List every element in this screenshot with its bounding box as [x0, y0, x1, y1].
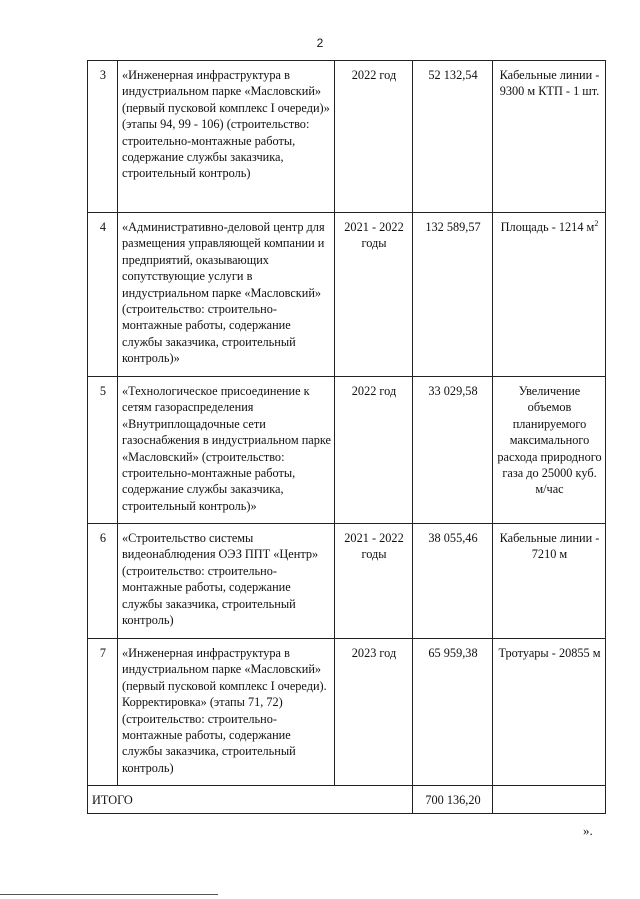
row-description: «Инженерная инфраструктура в индустриальном парке «Масловский» (первый пусковой комплекс I очереди). Корректировка» (этапы 71, 72) (строительство: строительно-монтажные работы, содержание службы заказчика, строительный контроль) — [118, 639, 335, 786]
row-number: 5 — [88, 377, 118, 524]
row-description: «Технологическое присоединение к сетям газораспределения «Внутриплощадочные сети газоснабжения в индустриальном парке «Масловский» (строительство: строительно-монтажные работы, содержание службы заказчика, строительный контроль)» — [118, 377, 335, 524]
table-row — [88, 639, 606, 786]
row-result-text: Увеличение объемов планируемого максимального расхода природного газа до 25000 куб. м/час — [497, 384, 602, 497]
row-result — [493, 639, 606, 786]
footer-divider — [0, 894, 218, 895]
row-year: 2021 - 2022 годы — [335, 213, 413, 377]
table-row — [88, 524, 606, 639]
row-number: 3 — [88, 61, 118, 213]
table-row — [88, 377, 606, 524]
row-result — [493, 377, 606, 524]
row-result-text: Площадь - 1214 м — [500, 220, 595, 234]
row-result — [493, 61, 606, 213]
row-amount: 33 029,58 — [413, 377, 493, 524]
row-result — [493, 524, 606, 639]
row-description: «Инженерная инфраструктура в индустриальном парке «Масловский» (первый пусковой комплекс I очереди)» (этапы 94, 99 - 106) (строительство: строительно-монтажные работы, содержание службы заказчика, строительный контроль) — [118, 61, 335, 213]
total-empty-cell — [493, 786, 606, 814]
row-amount: 52 132,54 — [413, 61, 493, 213]
closing-quote-mark: ». — [583, 823, 593, 838]
page-number: 2 — [316, 36, 324, 50]
total-label: ИТОГО — [88, 786, 413, 814]
table-row — [88, 213, 606, 377]
row-result-text: Кабельные линии - 7210 м — [499, 531, 600, 562]
row-result-text: Кабельные линии - 9300 м КТП - 1 шт. — [499, 68, 600, 99]
row-year: 2022 год — [335, 377, 413, 524]
row-result-sup: 2 — [594, 218, 599, 228]
row-number: 6 — [88, 524, 118, 639]
row-year: 2021 - 2022 годы — [335, 524, 413, 639]
row-year: 2023 год — [335, 639, 413, 786]
total-amount: 700 136,20 — [413, 786, 493, 814]
row-description: «Административно-деловой центр для размещения управляющей компании и предприятий, оказывающих сопутствующие услуги в индустриальном парке «Масловский» (строительство: строительно-монтажные работы, содержание службы заказчика, строительный контроль)» — [118, 213, 335, 377]
row-result-text: Тротуары - 20855 м — [498, 646, 601, 660]
program-table — [87, 60, 606, 814]
row-result — [493, 213, 606, 377]
row-number: 7 — [88, 639, 118, 786]
row-amount: 132 589,57 — [413, 213, 493, 377]
row-amount: 65 959,38 — [413, 639, 493, 786]
table-row — [88, 61, 606, 213]
row-description: «Строительство системы видеонаблюдения ОЭЗ ППТ «Центр» (строительство: строительно-монтажные работы, содержание службы заказчика, строительный контроль) — [118, 524, 335, 639]
row-amount: 38 055,46 — [413, 524, 493, 639]
row-number: 4 — [88, 213, 118, 377]
total-row — [88, 786, 606, 814]
row-year: 2022 год — [335, 61, 413, 213]
